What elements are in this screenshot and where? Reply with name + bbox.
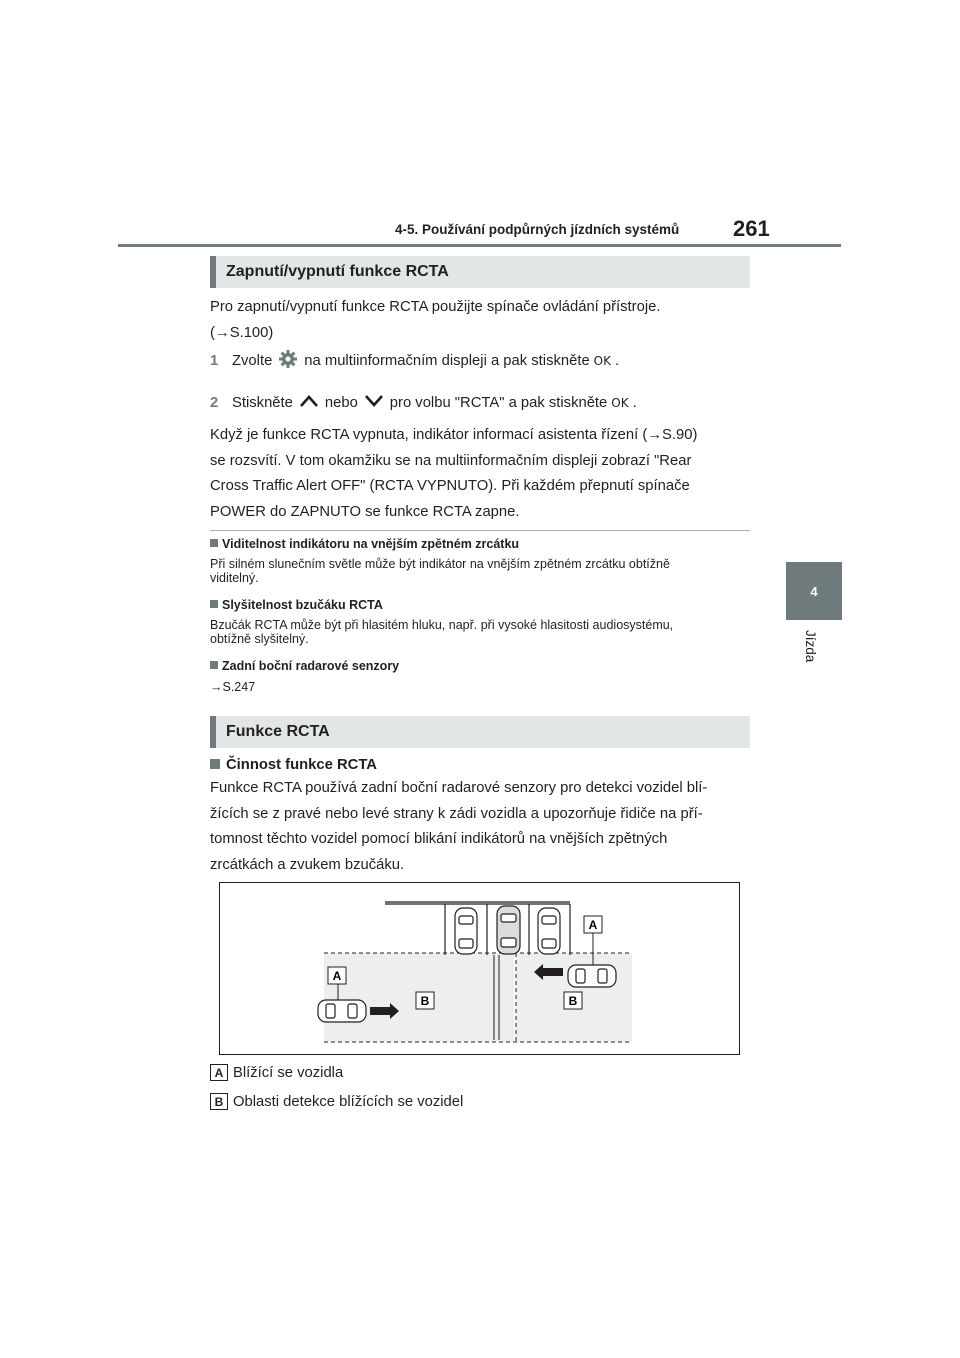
- step-text: nebo: [324, 395, 358, 411]
- note-text: Při silném slunečním světle může být indikátor na vnějším zpětném zrcátku obtížně viditelný.: [210, 557, 670, 585]
- subheading-rcta-operation: Činnost funkce RCTA: [210, 757, 377, 773]
- paragraph-line: Cross Traffic Alert OFF" (RCTA VYPNUTO). Při každém přepnutí spínače: [210, 478, 690, 494]
- square-bullet-icon: [210, 539, 218, 547]
- ok-button-label: OK: [611, 396, 629, 410]
- square-bullet-icon: [210, 600, 218, 608]
- legend-text: Oblasti detekce blížících se vozidel: [233, 1093, 464, 1110]
- header-section-title: 4-5. Používání podpůrných jízdních systémů: [395, 222, 680, 237]
- legend-item-a: [210, 1064, 343, 1081]
- label-b: B: [568, 994, 578, 1008]
- step-text: na multiinformačním displeji a pak stiskněte: [304, 353, 590, 369]
- header-rule: [118, 244, 841, 247]
- own-vehicle: [497, 906, 520, 954]
- approaching-car-left: [318, 1000, 366, 1022]
- step-1: [210, 350, 755, 372]
- notes-divider: [210, 530, 750, 531]
- note-text: Bzučák RCTA může být při hlasitém hluku, např. při vysoké hlasitosti audiosystému, obtížně slyšitelný.: [210, 618, 674, 646]
- note-link[interactable]: →S.247: [210, 680, 256, 694]
- step-text: .: [632, 395, 637, 411]
- section-heading-rcta-toggle: Zapnutí/vypnutí funkce RCTA: [210, 256, 750, 288]
- intro-line: Pro zapnutí/vypnutí funkce RCTA použijte spínače ovládání přístroje.: [210, 299, 661, 315]
- paragraph-line: tomnost těchto vozidel pomocí blikání indikátorů na vnějších zpětných: [210, 831, 668, 847]
- paragraph-line: Funkce RCTA používá zadní boční radarové senzory pro detekci vozidel blí-: [210, 780, 708, 796]
- square-bullet-icon: [210, 759, 220, 769]
- chevron-up-icon: [299, 394, 319, 412]
- legend-key: A: [210, 1064, 228, 1081]
- legend-key: B: [210, 1093, 228, 1110]
- step-number: 1: [210, 353, 219, 369]
- rcta-off-paragraph: [210, 423, 755, 525]
- legend-item-b: [210, 1093, 463, 1110]
- paragraph-line: POWER do ZAPNUTO se funkce RCTA zapne.: [210, 503, 520, 520]
- legend-text: Blížící se vozidla: [233, 1064, 344, 1081]
- step-text: pro volbu "RCTA" a pak stiskněte: [389, 395, 608, 411]
- chevron-down-icon: [364, 394, 384, 412]
- label-a: A: [588, 918, 598, 932]
- label-b: B: [420, 994, 430, 1008]
- paragraph-line: zrcátkách a zvukem bzučáku.: [210, 856, 405, 873]
- chapter-label-text: Jízda: [803, 630, 818, 663]
- step-text: Stiskněte: [232, 395, 293, 411]
- ok-button-label: OK: [593, 354, 611, 368]
- rcta-operation-paragraph: [210, 776, 755, 878]
- label-a: A: [332, 969, 342, 983]
- paragraph-line: Když je funkce RCTA vypnuta, indikátor informací asistenta řízení (→S.90): [210, 427, 698, 443]
- page-number: 261: [733, 216, 770, 241]
- chapter-tab: [786, 562, 842, 620]
- parking-illustration: [220, 883, 739, 1054]
- step-text: .: [615, 353, 620, 369]
- intro-line: (→S.100): [210, 324, 274, 341]
- approaching-car-right: [568, 965, 616, 987]
- rcta-diagram: [219, 882, 740, 1055]
- step-number: 2: [210, 395, 219, 411]
- step-2: [210, 392, 755, 414]
- step-text: Zvolte: [232, 353, 273, 369]
- paragraph-line: se rozsvítí. V tom okamžiku se na multiinformačním displeji zobrazí "Rear: [210, 452, 692, 469]
- note-heading: Viditelnost indikátoru na vnějším zpětném zrcátku: [210, 537, 519, 551]
- chapter-number: 4: [810, 583, 818, 599]
- chapter-label: [784, 630, 844, 700]
- section-heading-rcta-function: Funkce RCTA: [210, 716, 750, 748]
- square-bullet-icon: [210, 661, 218, 669]
- intro-paragraph: [210, 295, 755, 346]
- gear-icon: [278, 349, 298, 373]
- note-heading: Zadní boční radarové senzory: [210, 659, 399, 673]
- paragraph-line: žících se z pravé nebo levé strany k zádi vozidla a upozorňuje řidiče na pří-: [210, 805, 703, 822]
- note-heading: Slyšitelnost bzučáku RCTA: [210, 598, 383, 612]
